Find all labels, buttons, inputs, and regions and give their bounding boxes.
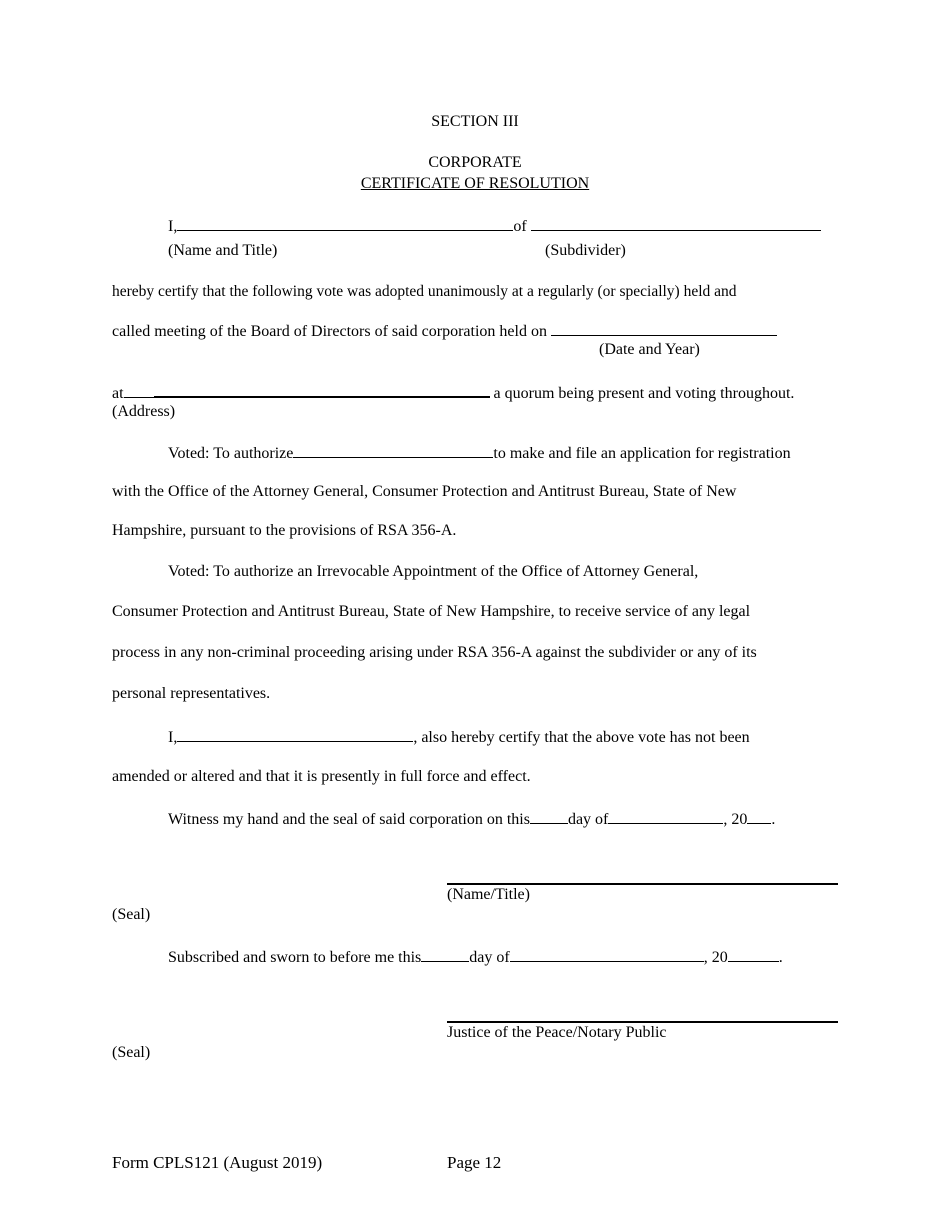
heading-corporate: CORPORATE — [428, 154, 522, 171]
notary-signature-line[interactable] — [447, 1021, 838, 1023]
sworn-day-of: day of — [469, 949, 510, 966]
witness-day-of: day of — [567, 811, 609, 828]
quorum-text: a quorum being present and voting throughout. — [493, 385, 795, 402]
heading-title-wrap — [0, 175, 950, 193]
vote1-prefix: Voted: To authorize — [168, 445, 294, 462]
certifier-of: of — [513, 218, 527, 235]
meeting-held-on: called meeting of the Board of Directors of said corporation held on — [112, 323, 547, 340]
date-year-caption: (Date and Year) — [599, 341, 700, 358]
vote2-line-3: process in any non-criminal proceeding arising under RSA 356-A against the subdivider or any of its — [112, 644, 757, 661]
certify2-line-1 — [168, 727, 750, 747]
subdivider-caption: (Subdivider) — [545, 242, 626, 259]
sworn-line — [168, 947, 783, 967]
sworn-month-field[interactable] — [510, 947, 704, 962]
witness-month-field[interactable] — [608, 809, 723, 824]
witness-end: . — [771, 811, 776, 828]
address-line — [112, 382, 837, 403]
certifier-line — [168, 216, 821, 236]
date-year-field[interactable] — [551, 321, 777, 336]
sworn-end: . — [778, 949, 783, 966]
seal-label-1: (Seal) — [112, 906, 151, 923]
vote2-line-1: Voted: To authorize an Irrevocable Appointment of the Office of Attorney General, — [168, 563, 699, 580]
certify2-name-field[interactable] — [177, 727, 413, 742]
certifier-prefix: I, — [168, 218, 178, 235]
footer-page-number: Page 12 — [447, 1153, 502, 1172]
vote1-line-3: Hampshire, pursuant to the provisions of RSA 356-A. — [112, 522, 457, 539]
certify2-suffix: , also hereby certify that the above vote has not been — [413, 729, 750, 746]
name-title-signature-caption: (Name/Title) — [447, 886, 530, 903]
sworn-text: Subscribed and sworn to before me this — [168, 949, 422, 966]
certify2-prefix: I, — [168, 729, 178, 746]
subdivider-field[interactable] — [531, 216, 821, 231]
section-label: SECTION III — [431, 113, 519, 130]
sworn-day-field[interactable] — [421, 947, 469, 962]
seal-label-2: (Seal) — [112, 1044, 151, 1061]
witness-year-field[interactable] — [747, 809, 771, 824]
address-field[interactable] — [154, 382, 490, 398]
witness-year-prefix: , 20 — [723, 811, 748, 828]
vote2-line-2: Consumer Protection and Antitrust Bureau, State of New Hampshire, to receive service of any legal — [112, 603, 751, 620]
witness-day-field[interactable] — [530, 809, 568, 824]
witness-line — [168, 809, 775, 829]
at-label: at — [112, 385, 124, 402]
vote1-line-2: with the Office of the Attorney General, Consumer Protection and Antitrust Bureau, State of New — [112, 483, 737, 500]
witness-text: Witness my hand and the seal of said corporation on this — [168, 811, 530, 828]
name-title-signature-line[interactable] — [447, 883, 838, 885]
meeting-line-1: hereby certify that the following vote was adopted unanimously at a regularly (or specially) held and — [112, 283, 737, 300]
notary-caption: Justice of the Peace/Notary Public — [447, 1024, 667, 1041]
vote1-suffix: to make and file an application for registration — [493, 445, 791, 462]
footer-form-number: Form CPLS121 (August 2019) — [112, 1153, 323, 1172]
name-title-field[interactable] — [177, 216, 513, 231]
address-field-lead — [124, 383, 154, 398]
name-title-caption: (Name and Title) — [168, 242, 278, 259]
meeting-line-2 — [112, 321, 837, 341]
sworn-year-field[interactable] — [728, 947, 779, 962]
sworn-year-prefix: , 20 — [703, 949, 728, 966]
heading-certificate-of-resolution: CERTIFICATE OF RESOLUTION — [360, 175, 590, 192]
vote2-line-4: personal representatives. — [112, 685, 271, 702]
authorized-person-field[interactable] — [293, 443, 493, 458]
address-caption: (Address) — [112, 403, 176, 420]
vote1-line-1 — [168, 443, 791, 463]
certify2-line-2: amended or altered and that it is presently in full force and effect. — [112, 768, 531, 785]
